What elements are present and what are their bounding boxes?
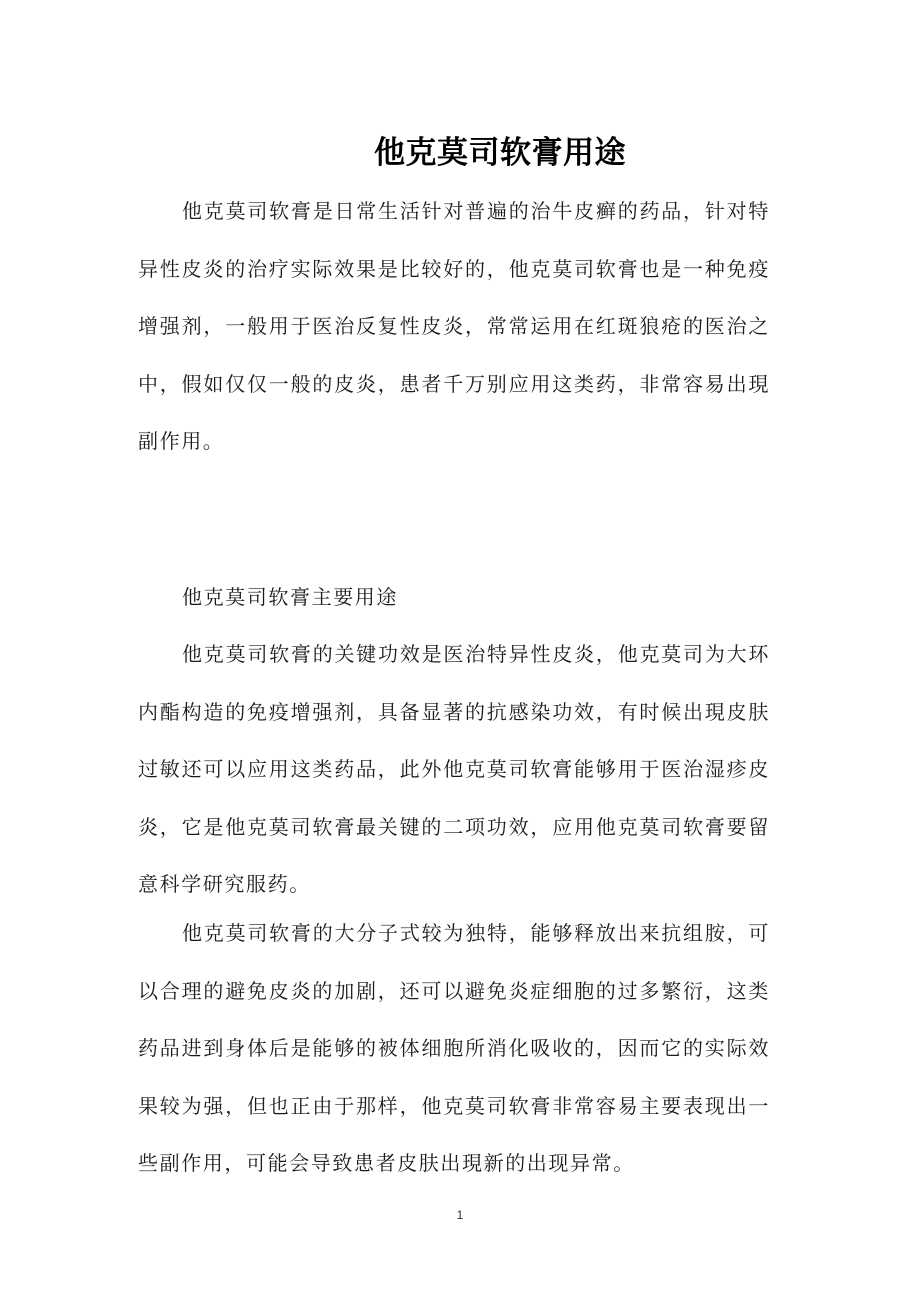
paragraph-side-effects: 他克莫司软膏的大分子式较为独特，能够释放出来抗组胺，可以合理的避免皮炎的加剧，还可以避免炎症细胞的过多繁衍，这类药品进到身体后是能够的被体细胞所消化吸收的，因而它的实际效果较为强，但也正由于那样，他克莫司软膏非常容易主要表现出一些副作用，可能会导致患者皮肤出現新的出现异常。	[138, 921, 770, 1175]
section-heading: 他克莫司软膏主要用途	[182, 585, 398, 609]
paragraph-intro: 他克莫司软膏是日常生活针对普遍的治牛皮癣的药品，针对特异性皮炎的治疗实际效果是比较好的，他克莫司软膏也是一种免疫增强剂，一般用于医治反复性皮炎，常常运用在红斑狼疮的医治之中，假如仅仅一般的皮炎，患者千万别应用这类药，非常容易出現副作用。	[138, 199, 770, 453]
paragraph-main-uses: 他克莫司软膏的关键功效是医治特异性皮炎，他克莫司为大环内酯构造的免疫增强剂，具备显著的抗感染功效，有时候出現皮肤过敏还可以应用这类药品，此外他克莫司软膏能够用于医治湿疹皮炎，它是他克莫司软膏最关键的二项功效，应用他克莫司软膏要留意科学研究服药。	[138, 642, 770, 896]
page-number: 1	[456, 1208, 464, 1222]
document-title: 他克莫司软膏用途	[374, 134, 626, 171]
